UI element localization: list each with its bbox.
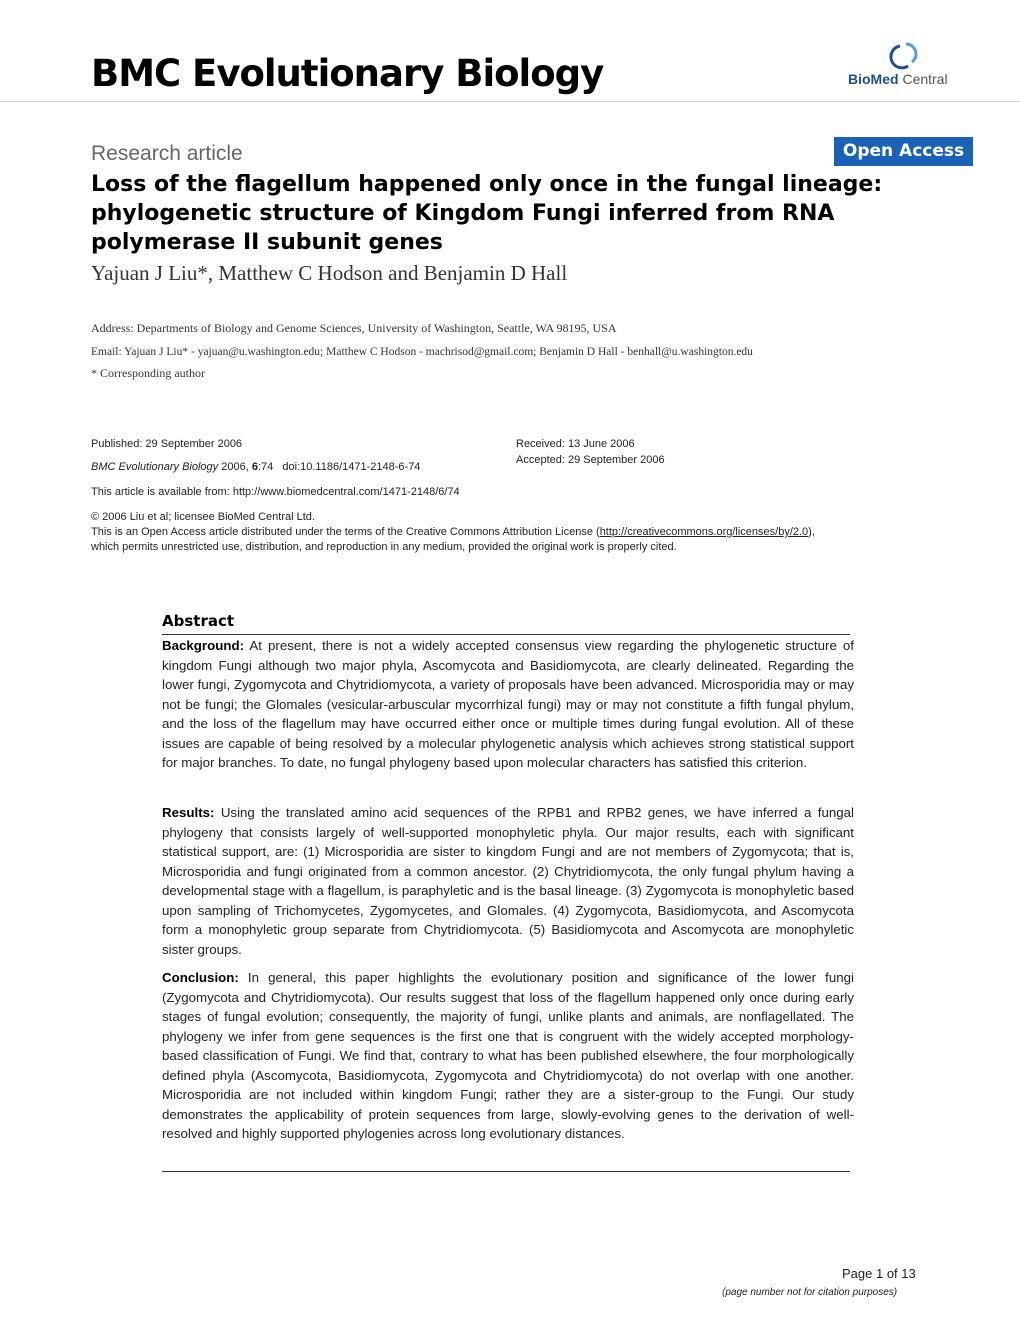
background-label: Background: [162, 638, 245, 653]
abstract-conclusion [162, 968, 854, 1144]
published-date: Published: 29 September 2006 [91, 438, 243, 450]
article-availability[interactable]: This article is available from: http://www.biomedcentral.com/1471-2148/6/74 [91, 486, 460, 498]
abstract-top-rule [162, 634, 850, 635]
conclusion-label: Conclusion: [162, 970, 239, 985]
background-text: At present, there is not a widely accepted consensus view regarding the phylogenetic structure of kingdom Fungi although two major phyla, Ascomycota and Basidiomycota, are clearly delineated. Regarding the lower fungi, Zygomycota and Chytridiomycota, a variety of proposals have been advanced. Microsporidia may or may not be fungi; the Glomales (vesicular-arbuscular mycorrhizal fungi) may or may not constitute a fifth fungal phylum, and the loss of the flagellum may have occurred either once or multiple times during fungal evolution. All of these issues are capable of being resolved by a molecular phylogenetic analysis which achieves strong statistical support for major branches. To date, no fungal phylogeny based upon molecular characters has satisfied this criterion. [162, 638, 854, 770]
logo-central: Central [898, 71, 948, 87]
article-authors: Yajuan J Liu*, Matthew C Hodson and Benjamin D Hall [91, 261, 568, 285]
license-link[interactable]: http://creativecommons.org/licenses/by/2.0 [599, 526, 809, 538]
abstract-background [162, 636, 854, 773]
open-access-badge: Open Access [834, 137, 973, 166]
citation-volume: 6 [251, 461, 258, 473]
citation-line [91, 461, 420, 473]
license-text-a: This is an Open Access article distributed under the terms of the Creative Commons Attribution License ( [91, 526, 600, 538]
abstract-results [162, 803, 854, 959]
citation-doi: doi:10.1186/1471-2148-6-74 [282, 461, 421, 473]
author-address: Address: Departments of Biology and Genome Sciences, University of Washington, Seattle, WA 98195, USA [91, 321, 617, 335]
results-label: Results: [162, 805, 215, 820]
header-divider [0, 101, 1020, 102]
license-line-2: which permits unrestricted use, distribution, and reproduction in any medium, provided the original work is properly cited. [91, 541, 677, 553]
received-date: Received: 13 June 2006 [516, 438, 635, 450]
logo-biomed: BioMed [848, 71, 899, 87]
license-text-b: ), [808, 526, 815, 538]
article-title: Loss of the flagellum happened only once in the fungal lineage: phylogenetic structure of Kingdom Fungi inferred from RNA polymerase II subunit genes [91, 172, 883, 255]
conclusion-text: In general, this paper highlights the evolutionary position and significance of the lower fungi (Zygomycota and Chytridiomycota). Our results suggest that loss of the flagellum happened only once during early stages of fungal evolution; consequently, the majority of fungi, unlike plants and animals, are nonflagellated. The phylogeny we infer from gene sequences is the first one that is congruent with the widely accepted morphology-based classification of Fungi. We find that, contrary to what has been published elsewhere, the four morphologically defined phyla (Ascomycota, Basidiomycota, Zygomycota and Chytridiomycota) do not overlap with one another. Microsporidia are not included within kingdom Fungi; rather they are a sister-group to the Fungi. Our study demonstrates the applicability of protein sequences from large, slowly-evolving genes to the derivation of well-resolved and highly supported phylogenies across long evolutionary distances. [162, 970, 854, 1141]
results-text: Using the translated amino acid sequences of the RPB1 and RPB2 genes, we have inferred a fungal phylogeny that consists largely of well-supported monophyletic phyla. Our major results, each with significant statistical support, are: (1) Microsporidia are sister to kingdom Fungi and are not members of Zygomycota; that is, Microsporidia and fungi originated from a common ancestor. (2) Chytridiomycota, the only fungal phylum having a developmental stage with a flagellum, is paraphyletic and is the basal lineage. (3) Zygomycota is monophyletic based upon sampling of Trichomycetes, Zygomycetes, and Glomales. (4) Zygomycota, Basidiomycota, and Ascomycota form a monophyletic group separate from Chytridiomycota. (5) Basidiomycota and Ascomycota are monophyletic sister groups. [162, 805, 854, 957]
copyright-notice: © 2006 Liu et al; licensee BioMed Central Ltd. [91, 511, 315, 523]
page-number-note: (page number not for citation purposes) [722, 1287, 898, 1298]
biomed-central-logo[interactable] [848, 42, 968, 92]
citation-year: 2006, [218, 461, 252, 473]
page-number: Page 1 of 13 [842, 1266, 916, 1281]
logo-text [848, 71, 948, 87]
citation-journal: BMC Evolutionary Biology [91, 461, 219, 473]
corresponding-author-note: * Corresponding author [91, 366, 205, 380]
journal-title: BMC Evolutionary Biology [91, 52, 604, 95]
abstract-bottom-rule [162, 1171, 850, 1172]
abstract-heading: Abstract [162, 612, 235, 630]
article-type: Research article [91, 142, 243, 165]
biomed-logo-icon [886, 42, 926, 72]
accepted-date: Accepted: 29 September 2006 [516, 454, 665, 466]
citation-pages: :74 [257, 461, 274, 473]
author-emails[interactable]: Email: Yajuan J Liu* - yajuan@u.washington.edu; Matthew C Hodson - machrisod@gmail.com; Benjamin D Hall - benhall@u.washington.edu [91, 346, 753, 358]
license-line-1 [91, 526, 815, 538]
